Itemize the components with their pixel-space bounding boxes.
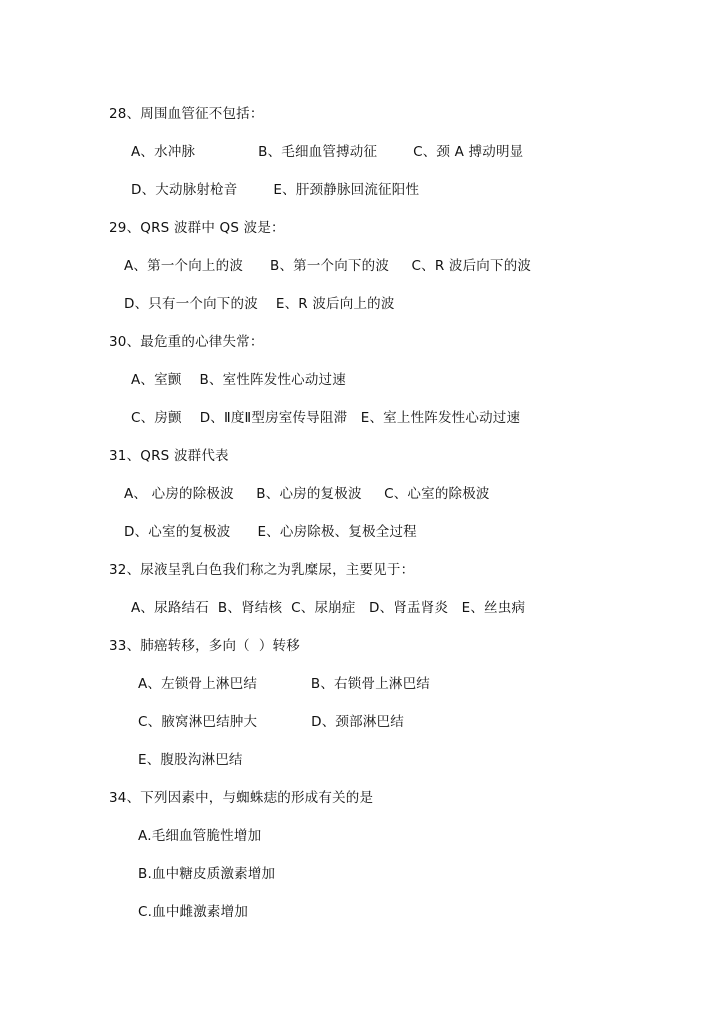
question-33-options-row-2: C、腋窝淋巴结肿大 D、颈部淋巴结	[138, 714, 404, 730]
question-30: 30、最危重的心律失常：	[109, 334, 264, 350]
question-33-options-row-3: E、腹股沟淋巴结	[138, 752, 243, 768]
question-31: 31、QRS 波群代表	[109, 448, 229, 464]
question-29: 29、QRS 波群中 QS 波是：	[109, 220, 285, 236]
question-34-option-a: A.毛细血管脆性增加	[138, 828, 262, 844]
question-29-options-row-2: D、只有一个向下的波 E、R 波后向上的波	[124, 296, 395, 312]
question-31-options-row-2: D、心室的复极波 E、心房除极、复极全过程	[124, 524, 417, 540]
question-29-options-row-1: A、第一个向上的波 B、第一个向下的波 C、R 波后向下的波	[124, 258, 532, 274]
question-34-option-b: B.血中糖皮质激素增加	[138, 866, 276, 882]
question-28: 28、周围血管征不包括：	[109, 106, 264, 122]
question-32-options-row-1: A、尿路结石 B、肾结核 C、尿崩症 D、肾盂肾炎 E、丝虫病	[131, 600, 526, 616]
question-33-options-row-1: A、左锁骨上淋巴结 B、右锁骨上淋巴结	[138, 676, 430, 692]
question-30-options-row-2: C、房颤 D、Ⅱ度Ⅱ型房室传导阻滞 E、室上性阵发性心动过速	[131, 410, 521, 426]
question-32: 32、尿液呈乳白色我们称之为乳糜尿，主要见于：	[109, 562, 415, 578]
question-34: 34、下列因素中，与蜘蛛痣的形成有关的是	[109, 790, 374, 806]
question-33: 33、肺癌转移，多向（ ）转移	[109, 638, 300, 654]
question-28-options-row-2: D、大动脉射枪音 E、肝颈静脉回流征阳性	[131, 182, 420, 198]
question-34-option-c: C.血中雌激素增加	[138, 904, 249, 920]
question-28-options-row-1: A、水冲脉 B、毛细血管搏动征 C、颈 A 搏动明显	[131, 144, 524, 160]
question-31-options-row-1: A、 心房的除极波 B、心房的复极波 C、心室的除极波	[124, 486, 490, 502]
question-30-options-row-1: A、室颤 B、室性阵发性心动过速	[131, 372, 346, 388]
